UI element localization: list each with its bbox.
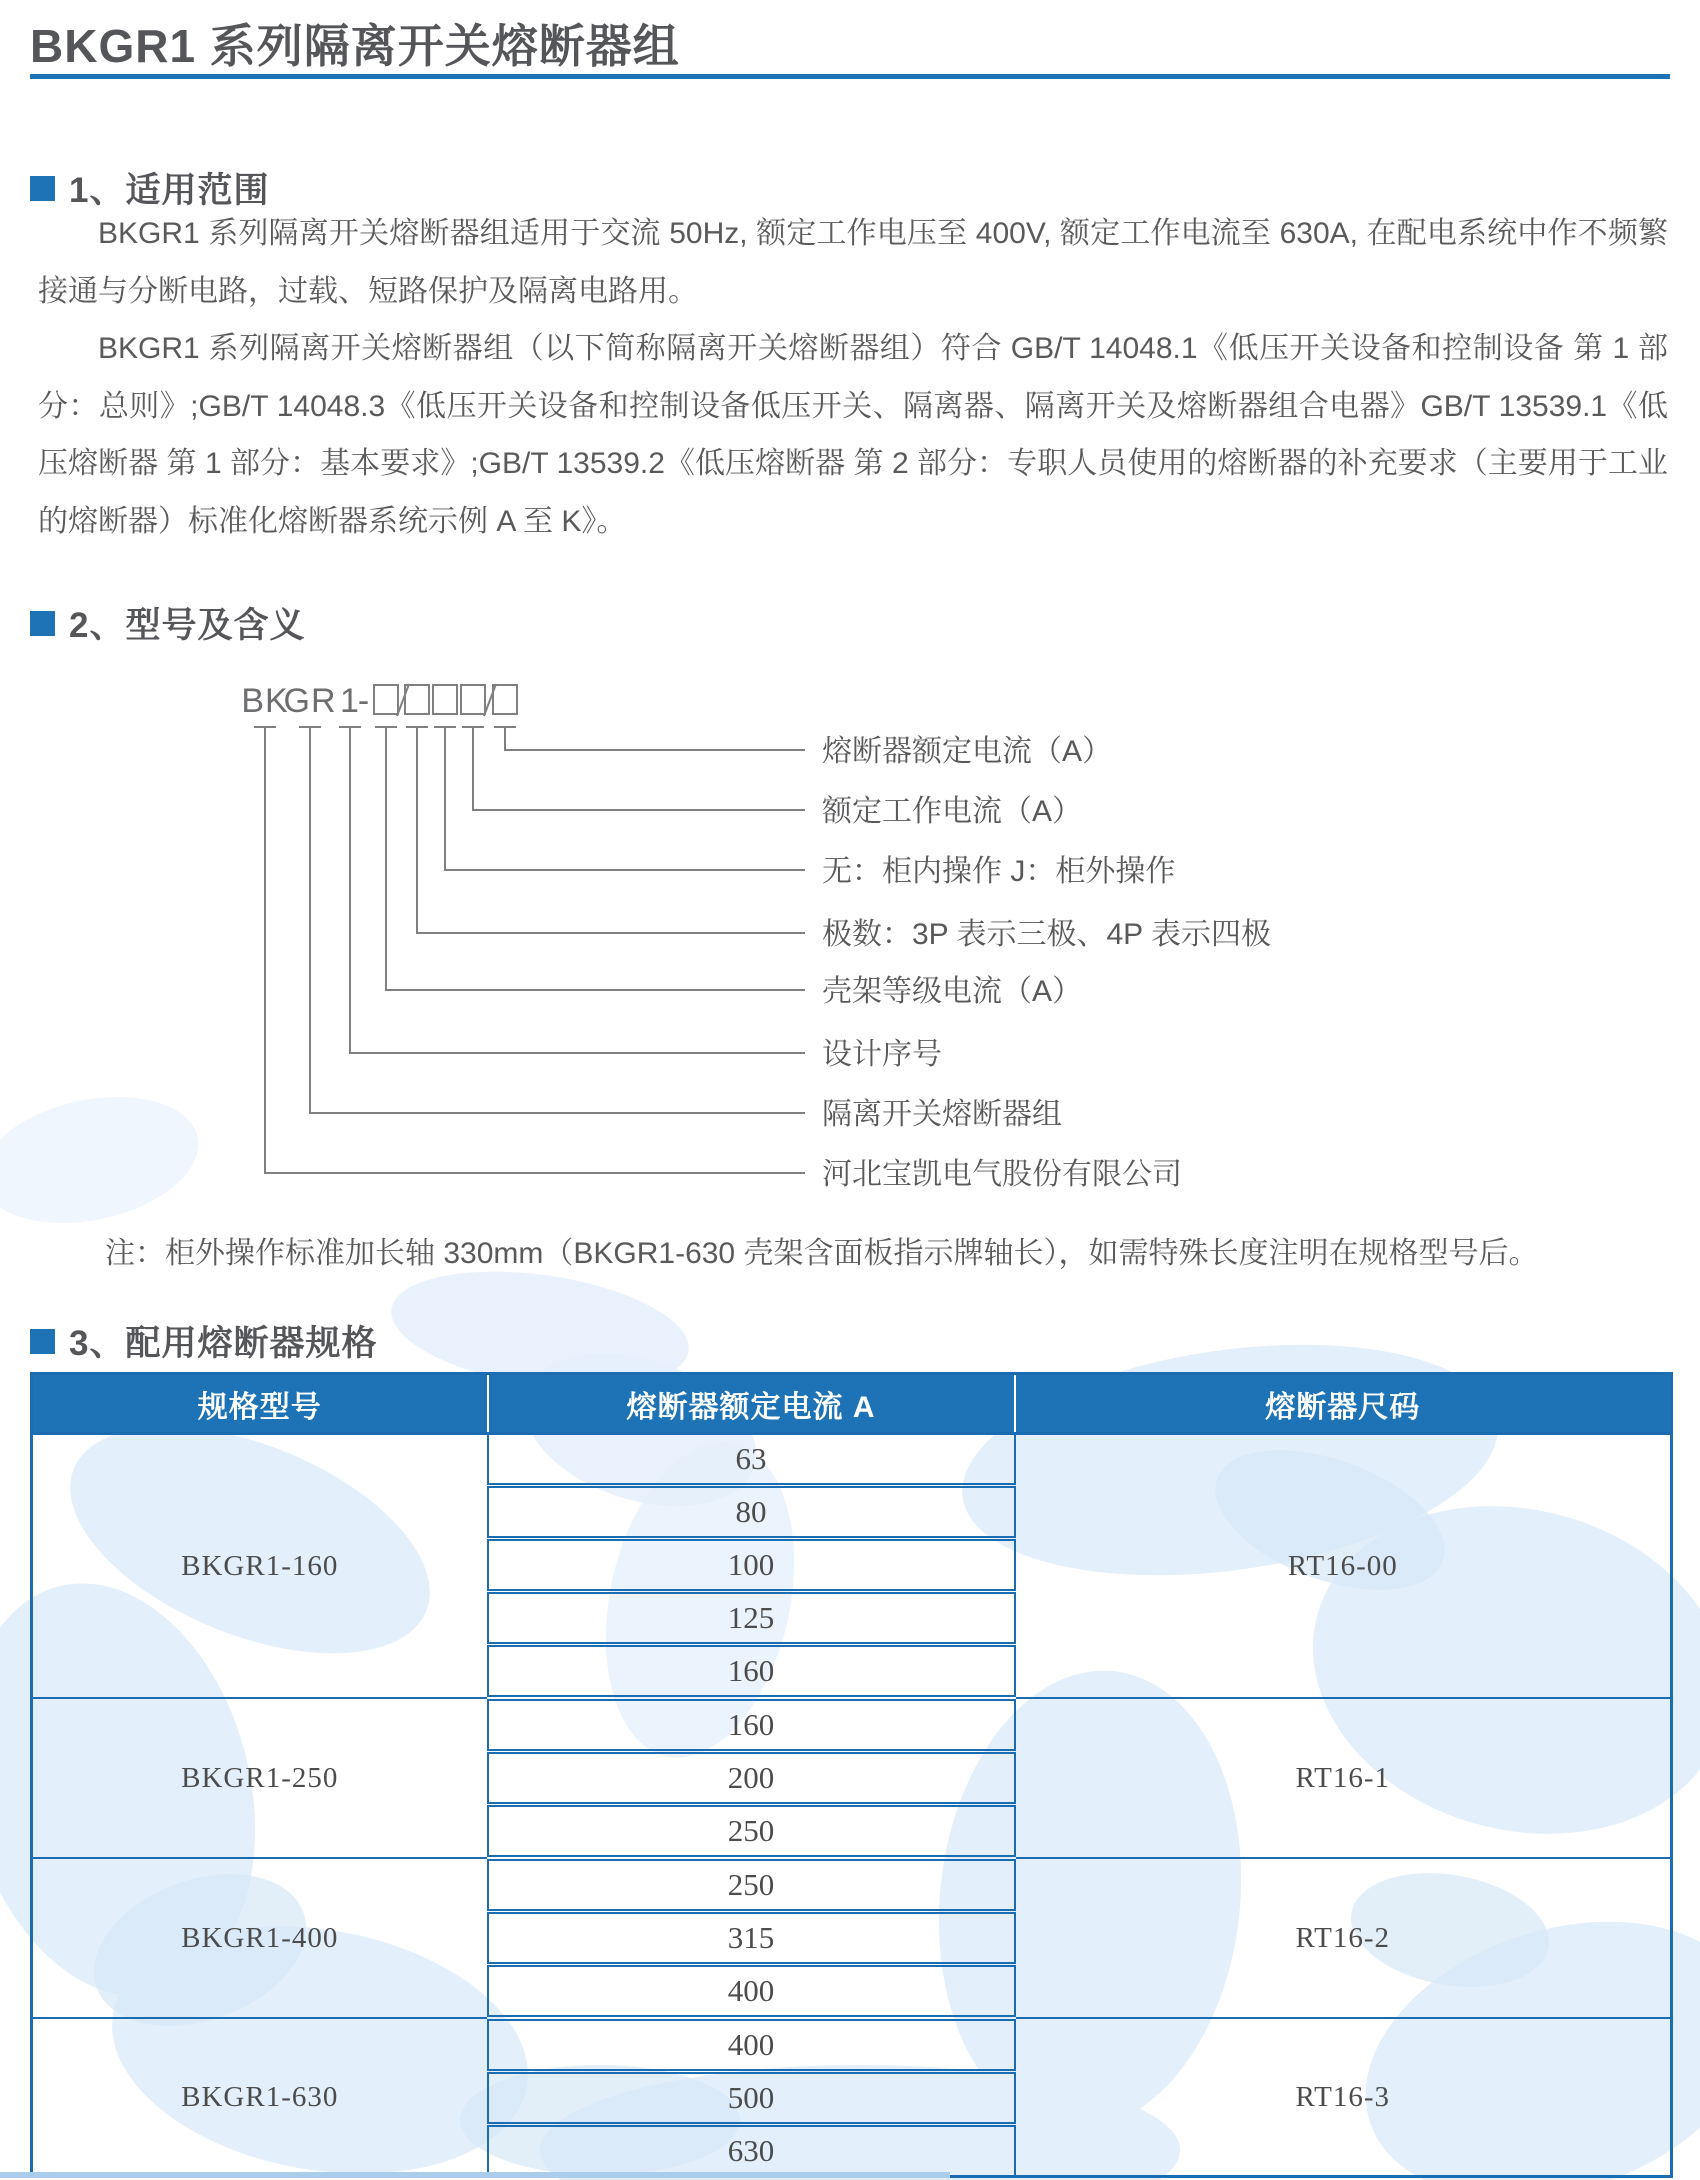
code-bk: BK [241, 682, 289, 720]
fuse-spec-table [30, 1372, 1673, 2178]
current-cell: 63 [488, 1434, 1015, 1486]
code-box-frame-current [374, 685, 398, 714]
section-marker-square [30, 611, 55, 636]
fuse-size-cell: RT16-2 [1015, 1858, 1672, 2018]
section-marker-square [30, 1329, 55, 1354]
current-cell: 100 [488, 1539, 1015, 1592]
model-cell: BKGR1-630 [32, 2018, 488, 2177]
code-design-no: 1 [340, 682, 360, 720]
current-cell: 80 [488, 1486, 1015, 1539]
label-design-serial: 设计序号 [822, 1038, 942, 1071]
section2-heading-text: 2、型号及含义 [69, 606, 306, 645]
label-rated-working-current: 额定工作电流（A） [822, 795, 1083, 828]
code-box-operation [433, 685, 457, 714]
current-cell: 160 [488, 1645, 1015, 1699]
label-frame-current: 壳架等级电流（A） [822, 975, 1083, 1008]
code-box-working-current [461, 685, 485, 714]
model-cell: BKGR1-250 [32, 1698, 488, 1858]
model-cell: BKGR1-160 [32, 1434, 488, 1699]
table-row [32, 1434, 1672, 1486]
scope-paragraph-1: BKGR1 系列隔离开关熔断器组适用于交流 50Hz, 额定工作电压至 400V, 额定工作电流至 630A, 在配电系统中作不频繁接通与分断电路，过载、短路保护及隔离电路用。 [38, 217, 1668, 308]
section3-heading-text: 3、配用熔断器规格 [69, 1324, 378, 1363]
current-cell: 315 [488, 1912, 1015, 1965]
fuse-spec-table-wrap [30, 1372, 1670, 2178]
current-cell: 630 [488, 2125, 1015, 2177]
table-row [32, 1858, 1672, 1912]
col-header-fuse-current: 熔断器额定电流 A [488, 1374, 1015, 1434]
current-cell: 400 [488, 1965, 1015, 2019]
code-dash: - [357, 682, 371, 720]
table-row [32, 1698, 1672, 1752]
code-box-fuse-current [493, 685, 517, 714]
code-box-poles [405, 685, 429, 714]
label-company: 河北宝凯电气股份有限公司 [822, 1158, 1182, 1191]
diagram-callout-lines [254, 727, 805, 1173]
col-header-fuse-size: 熔断器尺码 [1015, 1374, 1672, 1434]
current-cell: 250 [488, 1858, 1015, 1912]
fuse-size-cell: RT16-00 [1015, 1434, 1672, 1699]
current-cell: 200 [488, 1752, 1015, 1805]
section1-body [38, 205, 1668, 550]
section3-heading [30, 1316, 377, 1366]
label-operation-mode: 无：柜内操作 J：柜外操作 [822, 855, 1176, 888]
fuse-size-cell: RT16-1 [1015, 1698, 1672, 1858]
table-header-row [32, 1374, 1672, 1434]
code-gr: GR [283, 682, 337, 720]
scope-paragraph-2: BKGR1 系列隔离开关熔断器组（以下简称隔离开关熔断器组）符合 GB/T 14048.1《低压开关设备和控制设备 第 1 部分：总则》;GB/T 14048.3《低压开关设备和控制设备低压开关、隔离器、隔离开关及熔断器组合电器》GB/T 13539.1《低压熔断器 第 1 部分：基本要求》;GB/T 13539.2《低压熔断器 第 2 部分：专职人员使用的熔断器的补充要求（主要用于工业的熔断器）标准化熔断器系统示例 A 至 K》。 [38, 332, 1668, 538]
model-note: 注：柜外操作标准加长轴 330mm（BKGR1-630 壳架含面板指示牌轴长），如需特殊长度注明在规格型号后。 [105, 1237, 1539, 1270]
table-row [32, 2018, 1672, 2072]
current-cell: 160 [488, 1698, 1015, 1752]
section-marker-square [30, 176, 55, 201]
current-cell: 250 [488, 1805, 1015, 1859]
title-underline [30, 74, 1670, 79]
fuse-size-cell: RT16-3 [1015, 2018, 1672, 2177]
section2-heading [30, 598, 305, 648]
label-product-family: 隔离开关熔断器组 [822, 1098, 1062, 1131]
current-cell: 400 [488, 2018, 1015, 2072]
model-cell: BKGR1-400 [32, 1858, 488, 2018]
current-cell: 500 [488, 2072, 1015, 2125]
section1-heading-text: 1、适用范围 [69, 171, 270, 210]
col-header-model: 规格型号 [32, 1374, 488, 1434]
model-designation-diagram [0, 675, 1700, 1205]
page-title: BKGR1 系列隔离开关熔断器组 [30, 20, 680, 72]
current-cell: 125 [488, 1592, 1015, 1645]
label-fuse-rated-current: 熔断器额定电流（A） [822, 735, 1113, 768]
label-poles: 极数：3P 表示三极、4P 表示四极 [822, 918, 1271, 951]
bottom-watermark-stripe [0, 2172, 950, 2178]
